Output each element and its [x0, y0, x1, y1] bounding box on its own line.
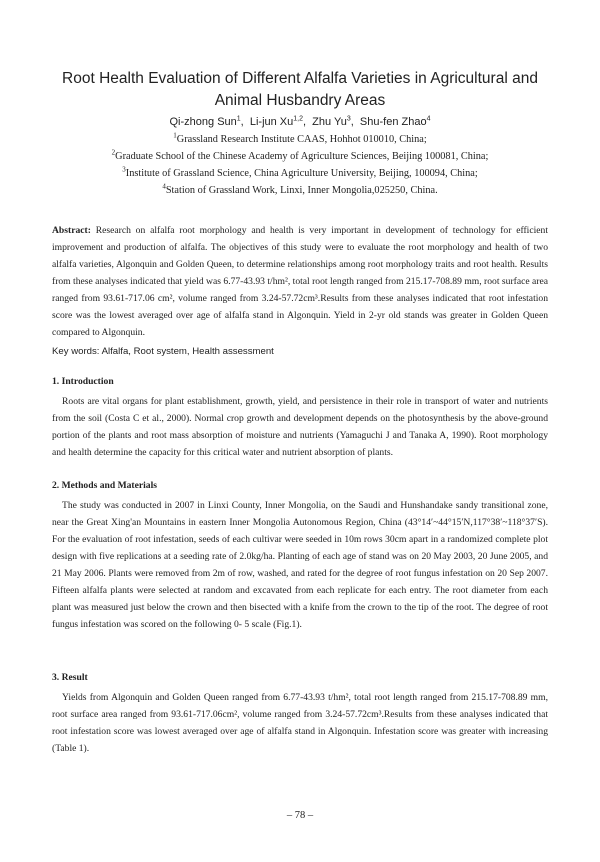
title-line-2: Animal Husbandry Areas	[214, 92, 386, 109]
author-affil-mark: 1	[236, 115, 241, 123]
affiliation-text: Graduate School of the Chinese Academy of Agriculture Sciences, Beijing 100081, China;	[115, 151, 489, 162]
author-name: Zhu Yu	[312, 116, 347, 128]
keywords-label: Key words:	[52, 346, 100, 357]
author-name: Li-jun Xu	[249, 116, 294, 128]
author-affil-mark: 1,2	[293, 115, 303, 123]
section-body-result: Yields from Algonquin and Golden Queen ranged from 6.77-43.93 t/hm², total root length ranged from 215.17-708.89 mm, root surface area ranged from 93.61-717.06cm², volume ranged from 3.24-57.72cm³.Results from these analyses indicated that root infestation score was lowest averaged over age of alfalfa stand in Algonquin. Infestation score was greater with increasing (Table 1).	[52, 692, 548, 754]
keywords-text: Alfalfa, Root system, Health assessment	[101, 346, 274, 357]
author-affil-mark: 4	[426, 115, 431, 123]
affiliation-text: Grassland Research Institute CAAS, Hohhot 010010, China;	[176, 134, 427, 145]
title-line-1: Root Health Evaluation of Different Alfalfa Varieties in Agricultural and	[62, 70, 538, 87]
affiliation-mark: 3	[122, 165, 126, 174]
author-list: Qi-zhong Sun$^1$, Li-jun Xu$^{1,2}$, Zhu Yu$^3$, Shu-fen Zhao$^4$	[169, 115, 431, 128]
paper-title	[40, 68, 560, 112]
affiliation-mark: 2	[111, 148, 116, 157]
affiliation-mark: 1	[173, 131, 177, 140]
keywords	[52, 346, 548, 357]
section-heading-result: 3. Result	[52, 672, 88, 683]
section-body-introduction: Roots are vital organs for plant establishment, growth, yield, and persistence in their role in transport of water and nutrients from the soil (Costa C et al., 2000). Normal crop growth and development depends on the photosynthesis by the above-ground portion of the plants and root mass absorption of moisture and nutrients (Yamaguchi J and Tanaka A, 1990). Root morphology and health determine the capacity for this critical water and nutrient absorption of plants.	[52, 396, 548, 458]
abstract-label: Abstract:	[52, 225, 91, 236]
section-body-methods: The study was conducted in 2007 in Linxi County, Inner Mongolia, on the Saudi and Hunshandake sandy transitional zone, near the Great Xing'an Mountains in eastern Inner Mongolia Autonomous Region, China (43°14′~44°15′N,117°38′~118°37′S). For the evaluation of root infestation, seeds of each cultivar were seeded in 10m rows 30cm apart in a randomized complete plot design with five replications at a seeding rate of 2.0kg/ha. Planting of each age of stand was on 20 May 2003, 20 June 2005, and 21 May 2006. Plants were removed from 2m of row, washed, and rated for the degree of root fungus infestation on 20 Sep 2007. Fifteen alfalfa plants were selected at random and excavated from each replicate for each entry. The root diameter from each plant was measured just below the crown and then bisected with a knife from the crown to the tip of the root. The degree of root fungus infestation was scored on the following 0- 5 scale (Fig.1).	[52, 500, 548, 630]
author-affil-mark: 3	[346, 115, 351, 123]
author-name: Qi-zhong Sun	[169, 116, 237, 128]
section-heading-introduction: 1. Introduction	[52, 376, 114, 387]
affiliation-mark: 4	[162, 182, 166, 191]
author-name: Shu-fen Zhao	[359, 116, 427, 128]
affiliation-text: Station of Grassland Work, Linxi, Inner Mongolia,025250, China.	[165, 185, 438, 196]
section-heading-methods: 2. Methods and Materials	[52, 480, 157, 491]
page-number: – 78 –	[286, 810, 314, 821]
abstract-body: Research on alfalfa root morphology and health is very important in development of technology for efficient improvement and production of alfalfa. The objectives of this study were to evaluate the root morphology and health of two alfalfa varieties, Algonquin and Golden Queen, to determine relationships among root morphology traits and root health. Results from these analyses indicated that yield was 6.77-43.93 t/hm², total root length ranged from 215.17-708.89 mm, root surface area ranged from 93.61-717.06 cm², volume ranged from 3.24-57.72cm³.Results from these analyses indicated that root infestation score was the lowest averaged over age of alfalfa stand in Algonquin. Yield in 2-yr old stands was greater in Golden Queen compared to Algonquin.	[52, 225, 548, 338]
affiliation-2	[40, 148, 560, 162]
affiliation-text: Institute of Grassland Science, China Agriculture University, Beijing, 100094, China;	[125, 168, 478, 179]
affiliation-4	[40, 182, 560, 196]
abstract	[52, 222, 548, 341]
affiliation-3	[40, 165, 560, 179]
affiliation-1	[40, 131, 560, 145]
